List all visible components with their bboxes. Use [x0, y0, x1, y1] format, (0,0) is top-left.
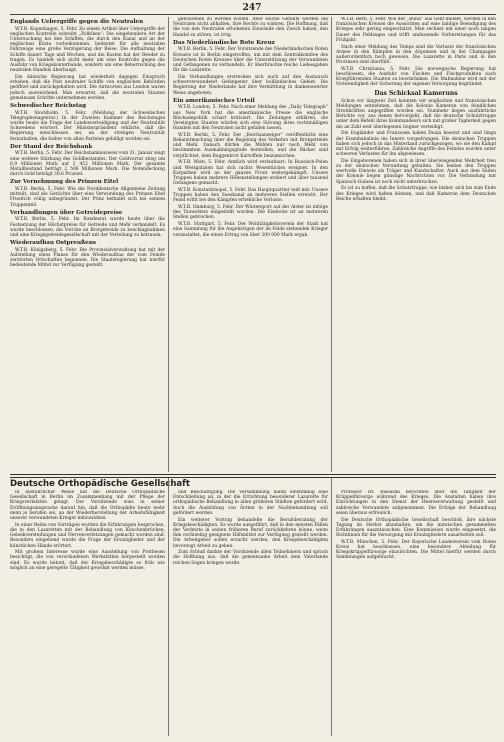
article-paragraph: Die Eingeborenen haben sich in ihrer überwiegenden Mehrheit treu zu der deutschen Verwaltung gehalten. Sie leisten den Truppen wertvolle Dienste als Träger und Kundschafter. Auch aus dem Süden der Kolonie liegen günstige Nachrichten vor. Die Verbindung mit Spanisch-Guinea ist noch nicht unterbrochen.	[336, 158, 496, 185]
article-paragraph: W.T.B. London, 5. Febr. Nach einer Meldung des „Daily Telegraph“ aus New York hat die amerikanische Presse die englische Blockadepolitik scharf kritisiert. Die Zeitungen erklären, die Vereinigten Staaten würden sich eine Störung ihres rechtmäßigen Handels mit den Neutralen nicht gefallen lassen.	[173, 105, 328, 132]
article-paragraph: W.T.B. Hamburg, 5. Febr. Der Wintersport auf der Alster ist infolge des Tauwetters eingestellt worden. Die Eisdecke ist an mehreren Stellen gebrochen.	[173, 204, 328, 221]
article-paragraph: Mit großem Interesse wurde eine Ausstellung von Prothesen besichtigt, die von verschiedenen Werkstätten hergestellt worden sind. Es wurde betont, daß der Kriegsbeschädigte so früh wie möglich an eine geregelte Tätigkeit gewöhnt werden müsse.	[10, 550, 165, 571]
article-paragraph: und Beschäftigung. Die Versammlung nahm einstimmig eine Entschließung an, in der die Errichtung besonderer Lazarette für orthopädische Behandlung in allen größeren Städten gefordert wird. Auch die Ausbildung von Ärzten in der Nachbehandlung soll gefördert werden.	[173, 490, 328, 516]
column-bottom-1	[10, 490, 165, 736]
article-paragraph: W.T.B. Berlin, 5. Febr. Der „Reichsanzeiger“ veröffentlicht eine Bekanntmachung über die Regelung des Verkehrs mit Brotgetreide und Mehl. Danach dürfen die Mühlen nur noch Mehl von bestimmtem Ausmahlungsgrade herstellen, und die Bäcker sind verpflichtet, dem Roggenbrot Kartoffeln beizumischen.	[173, 132, 328, 159]
article-headline: Der Stand der Reichsbank	[10, 143, 93, 150]
article-paragraph: Nach einer Meldung des Temps sind die Verluste der französischen Armee in den Kämpfen in den Argonnen und in der Champagne außerordentlich hoch gewesen. Die Lazarette in Paris und in den Provinzen sind überfüllt.	[336, 44, 496, 66]
section-rule	[10, 474, 496, 478]
article-paragraph: W.T.B. Kopenhagen, 5. Febr. Zu einem Artikel über Uebergriffe der englischen Kontrolle schreibt „Politiken“: Die eingehendere Art der Untersuchung bei den Schiffen, die durch den Kanal und an der englischen Küste vorbeikommen, bedeutet für alle neutralen Fahrzeuge eine große Verzögerung der Reise. Die Aufhaltung der Schiffe dauert Tage und Wochen, und die Kosten hat der Reeder zu tragen. Es handelt sich nicht mehr um eine Kontrolle gegen die Ausfuhr von Kriegskonterbande, sondern um eine Beherrschung des neutralen Handels überhaupt.	[10, 26, 165, 74]
article-paragraph: W.T.B. Wien, 5. Febr. Amtlich wird verlautbart: In Russisch-Polen und Westgalizien hat sich nichts Wesentliches ereignet. In den Karpathen wird an der ganzen Front weitergekämpft. Unsere Truppen haben mehrere Höhenstellungen erobert und über tausend Gefangene gemacht.	[173, 160, 328, 187]
article-headline: Wiederaufbau Ostpreußens	[10, 240, 97, 247]
article-paragraph: In ausführlicher Weise hat die Deutsche Orthopädische Gesellschaft in Berlin im Zusammenhang mit der Pflege der Kriegsverletzten getagt. Der Vorsitzende wies in seiner Eröffnungsansprache darauf hin, daß die Orthopädie heute mehr denn je berufen sei, an der Wiederherstellung der Arbeitsfähigkeit unserer verwundeten Krieger mitzuwirken.	[10, 490, 165, 522]
article-headline: Zur Vernehmung des Prinzen Eitel	[10, 179, 119, 186]
article-paragraph: W.T.B. Berlin, 5. Febr. Der Reichsbankausweis vom 31. Januar zeigt eine weitere Stärkung des Goldbestandes. Der Goldvorrat stieg um 6,9 Millionen Mark auf 2 452 Millionen Mark. Der gesamte Metallbestand beträgt 2 506 Millionen Mark. Die Notendeckung durch Gold beträgt 39,6 Prozent.	[10, 151, 165, 178]
column-top-2	[173, 17, 328, 472]
article-headline: Schwedischer Reichstag	[10, 102, 87, 109]
article-paragraph: W.T.B. Bern, 5. Febr. Wie der „Bund“ aus Genf meldet, werden in den französischen Kreisen die Aussichten auf eine baldige Beendigung des Krieges sehr gering eingeschätzt. Man rechnet mit einer noch langen Dauer des Feldzuges und trifft umfassende Vorbereitungen für das Frühjahr.	[336, 17, 496, 43]
article-paragraph: W.T.B. München, 5. Febr. Der Bayerische Landesverein vom Roten Kreuz hat beschlossen, eine besondere Abteilung für Kriegskrüppelfürsorge einzurichten. Die Mittel hierfür werden durch Sammlungen aufgebracht.	[336, 539, 496, 561]
column-divider	[331, 478, 332, 736]
article-headline: Das Niederländische Rote Kreuz	[173, 39, 275, 46]
article-paragraph: Die Deutsche Orthopädische Gesellschaft beschloß, ihre nächste Tagung im Herbst abzuhalten, um die inzwischen gesammelten Erfahrungen auszutauschen. Eine Kommission wurde eingesetzt, die Richtlinien für die Versorgung mit Ersatzgliedern ausarbeiten soll.	[336, 517, 496, 539]
article-paragraph: W.T.B. Berlin, 5. Febr. Der Vorsitzende des Niederländischen Roten Kreuzes ist in Berlin eingetroffen, um mit dem Zentralkomitee des Deutschen Roten Kreuzes über die Unterstützung der Verwundeten und Gefangenen zu verhandeln. Er überbrachte reiche Liebesgaben für die Lazarette.	[173, 47, 328, 74]
article-paragraph: W.T.B. Konstantinopel, 5. Febr. Das Hauptquartier teilt mit: Unsere Truppen haben den Suezkanal an mehreren Stellen erreicht. Der Feind erlitt bei den Kämpfen erhebliche Verluste.	[173, 187, 328, 204]
article-paragraph: W.T.B. Christiania, 5. Febr. Die norwegische Regierung hat beschlossen, die Ausfuhr von Fischen und Fischprodukten nach Kriegführenden Staaten zu beschränken. Die Maßnahme wird mit der Notwendigkeit der Sicherung der eigenen Versorgung begründet.	[336, 66, 496, 88]
column-divider	[331, 17, 332, 472]
article-paragraph: W.T.B. Berlin, 5. Febr. Wie die Norddeutsche Allgemeine Zeitung mitteilt, sind die Gerüchte über eine Verwundung des Prinzen Eitel Friedrich völlig unbegründet. Der Prinz befindet sich bei seinem Truppenteil.	[10, 186, 165, 208]
article-paragraph: Die Engländer und Franzosen haben Duala besetzt und sind längs der Eisenbahnlinie ins Innere vorgedrungen. Die deutschen Truppen haben sich jedoch in das Hinterland zurückgezogen, wo sie den Kampf mit Erfolg weiterführen. Zahlreiche Angriffe des Feindes wurden unter schweren Verlusten für ihn abgewiesen.	[336, 131, 496, 158]
column-bottom-3	[336, 490, 496, 736]
article-headline: Verhandlungen über Getreidepreise	[10, 209, 123, 216]
article-paragraph: Die dänische Regierung hat wiederholt dagegen Einspruch erhoben, daß die Post neutraler Schiffe von englischen Behörden geöffnet und zurückgehalten wird. Die Antworten aus London waren jedoch ausweichend. Man erwartet, daß die neutralen Staaten gemeinsam Schritte unternehmen werden.	[10, 74, 165, 101]
column-divider	[168, 478, 169, 736]
column-top-1	[10, 17, 165, 472]
article-headline: Ein amerikanisches Urteil	[173, 97, 255, 104]
article-paragraph: W.T.B. Königsberg, 5. Febr. Die Provinzialverwaltung hat mit der Aufstellung eines Planes für den Wiederaufbau der vom Feinde zerstörten Ortschaften begonnen. Die Staatsregierung hat hierfür bedeutende Mittel zur Verfügung gestellt.	[10, 247, 165, 269]
header-rule	[10, 14, 496, 15]
article-paragraph: In einer Reihe von Vorträgen wurden die Erfahrungen besprochen, die in den Lazaretten mit der Behandlung von Knochenbrüchen, Gelenkversteifungen und Nervenverletzungen gemacht worden sind. Besonders eingehend wurde die Frage der Ersatzglieder und der künstlichen Hände erörtert.	[10, 522, 165, 549]
article-paragraph: W.T.B. Stuttgart, 5. Febr. Der Wohltätigkeitsverein der Stadt hat eine Sammlung für die Angehörigen der im Felde stehenden Krieger veranstaltet, die einen Ertrag von über 200 000 Mark ergab.	[173, 222, 328, 238]
article-paragraph: Die Verhandlungen erstrecken sich auch auf den Austausch schwerverwundeter Gefangener über holländisches Gebiet. Die Regierung der Niederlande hat ihre Vermittlung in dankenswerter Weise angeboten.	[173, 74, 328, 96]
article-paragraph: geflossenen zu werden wollen. Aber solche Gefühle werden die Neutralen nicht abhalten, ihre Rechte zu wahren. Die Hoffnung, daß die von den Neutralen erhobenen Einwände den Zweck haben, den Handel zu stören, ist irrig.	[173, 17, 328, 38]
article-paragraph: Schon vor längerer Zeit konnten wir englischen und französischen Meldungen entnehmen, daß die Kolonie Kamerun von feindlichen Streitkräften angegriffen worden sei. Nunmehr liegen ausführliche Berichte vor, aus denen hervorgeht, daß die deutsche Schutztruppe unter dem Befehl ihres Kommandeurs sich mit großer Tapferkeit gegen die an Zahl weit überlegenen Gegner verteidigt.	[336, 98, 496, 130]
article-paragraph: Zum Schluß dankte der Vorsitzende allen Teilnehmern und sprach die Hoffnung aus, daß die gemeinsame Arbeit dem Vaterlande reichen Segen bringen werde.	[173, 550, 328, 566]
column-top-3	[336, 17, 496, 472]
article-paragraph: Professor Dr. Biesalski berichtete über die Tätigkeit der Krüppelfürsorge während des Krieges. Die Anstalten haben ihre Einrichtungen in den Dienst der Heeresverwaltung gestellt und zahlreiche Verwundete aufgenommen. Die Erfolge der Behandlung seien überaus erfreulich.	[336, 490, 496, 516]
article-paragraph: W.T.B. Stockholm, 5. Febr. (Meldung der Schwedischen Telegraphenagentur.) In der Zweiten Kammer des Reichstages wurde heute die Frage der Landesverteidigung und der Neutralität Schwedens erörtert. Der Ministerpräsident erklärte, daß die Regierung entschlossen sei, an der strengen Neutralität festzuhalten, die bisher von allen Parteien gebilligt worden sei.	[10, 110, 165, 142]
article-paragraph: W.T.B. Berlin, 5. Febr. Im Bundesrat wurde heute über die Festsetzung der Höchstpreise für Getreide und Mehl verhandelt. Es wurde beschlossen, die Vorräte an Brotgetreide zu beschlagnahmen und eine Kriegsgetreidegesellschaft mit der Verteilung zu betrauen.	[10, 217, 165, 238]
page-number: 247	[242, 3, 262, 13]
article-paragraph: Es ist zu hoffen, daß die Schutztruppe, wie bisher, sich bis zum Ende des Krieges wird halten können, und daß Kamerun dem Deutschen Reiche erhalten bleibt.	[336, 186, 496, 202]
article-headline: Englands Uebergriffe gegen die Neutralen	[10, 19, 144, 25]
section-title: Deutsche Orthopädische Gesellschaft	[10, 479, 190, 489]
column-divider	[168, 17, 169, 472]
column-bottom-2	[173, 490, 328, 736]
article-headline: Das Schicksal Kameruns	[374, 89, 458, 97]
article-paragraph: Ein weiterer Vortrag behandelte die Berufsberatung der Kriegsbeschädigten. Es wurde ausgeführt, daß in den meisten Fällen der Verletzte in seinen früheren Beruf zurückkehren könne, wenn ihm rechtzeitig geeignete Hilfsmittel zur Verfügung gestellt werden. Die Arbeitgeber sollen ersucht werden, den Kriegsbeschädigten bevorzugt Arbeit zu geben.	[173, 517, 328, 549]
